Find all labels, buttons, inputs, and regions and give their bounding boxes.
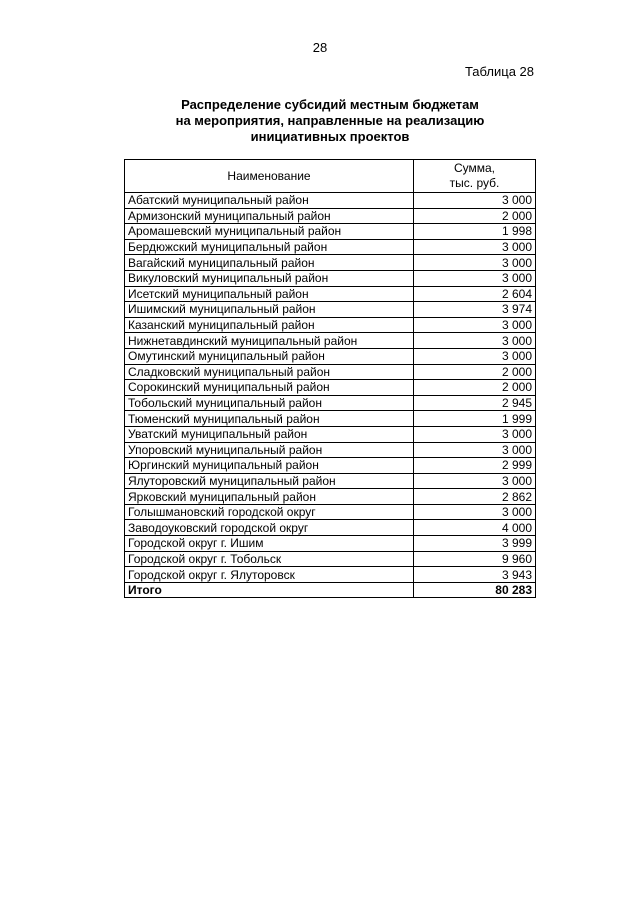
row-name: Викуловский муниципальный район (125, 270, 414, 286)
table-row (125, 551, 536, 567)
row-sum: 2 604 (414, 286, 536, 302)
total-row (125, 582, 536, 598)
row-sum: 3 000 (414, 473, 536, 489)
table-row (125, 286, 536, 302)
row-sum: 2 000 (414, 364, 536, 380)
row-sum: 3 000 (414, 442, 536, 458)
row-name: Абатский муниципальный район (125, 193, 414, 209)
row-name: Армизонский муниципальный район (125, 208, 414, 224)
row-name: Тобольский муниципальный район (125, 395, 414, 411)
row-name: Казанский муниципальный район (125, 317, 414, 333)
row-sum: 3 000 (414, 348, 536, 364)
row-name: Сорокинский муниципальный район (125, 380, 414, 396)
row-name: Юргинский муниципальный район (125, 458, 414, 474)
table-row (125, 473, 536, 489)
table-row (125, 426, 536, 442)
table-row (125, 302, 536, 318)
table-row (125, 395, 536, 411)
table-row (125, 193, 536, 209)
header-sum-line-1: Сумма, (453, 161, 496, 175)
table-row (125, 317, 536, 333)
table-row (125, 489, 536, 505)
row-sum: 3 000 (414, 239, 536, 255)
row-name: Омутинский муниципальный район (125, 348, 414, 364)
row-name: Исетский муниципальный район (125, 286, 414, 302)
row-name: Нижнетавдинский муниципальный район (125, 333, 414, 349)
row-sum: 2 999 (414, 458, 536, 474)
table-row (125, 270, 536, 286)
row-name: Тюменский муниципальный район (125, 411, 414, 427)
row-sum: 1 999 (414, 411, 536, 427)
table-row (125, 567, 536, 583)
table-row (125, 504, 536, 520)
row-name: Аромашевский муниципальный район (125, 224, 414, 240)
table-row (125, 348, 536, 364)
row-sum: 2 000 (414, 208, 536, 224)
subsidy-table (124, 159, 536, 598)
header-sum-line-2: тыс. руб. (449, 176, 500, 190)
row-name: Ярковский муниципальный район (125, 489, 414, 505)
row-sum: 3 999 (414, 536, 536, 552)
row-sum: 4 000 (414, 520, 536, 536)
row-name: Сладковский муниципальный район (125, 364, 414, 380)
row-name: Упоровский муниципальный район (125, 442, 414, 458)
table-header-row (125, 160, 536, 193)
table-row (125, 364, 536, 380)
table-row (125, 224, 536, 240)
row-name: Ялуторовский муниципальный район (125, 473, 414, 489)
document-title (0, 97, 640, 145)
table-row (125, 411, 536, 427)
table-row (125, 520, 536, 536)
row-sum: 3 000 (414, 333, 536, 349)
header-sum (414, 160, 536, 193)
row-name: Заводоуковский городской округ (125, 520, 414, 536)
table-row (125, 380, 536, 396)
row-sum: 3 974 (414, 302, 536, 318)
title-line-2: на мероприятия, направленные на реализацию (175, 113, 485, 128)
row-sum: 2 945 (414, 395, 536, 411)
row-name: Городской округ г. Ялуторовск (125, 567, 414, 583)
table-row (125, 536, 536, 552)
row-name: Ишимский муниципальный район (125, 302, 414, 318)
row-sum: 3 000 (414, 270, 536, 286)
row-sum: 3 000 (414, 255, 536, 271)
table-row (125, 255, 536, 271)
row-sum: 9 960 (414, 551, 536, 567)
total-sum: 80 283 (414, 582, 536, 598)
table-body (125, 193, 536, 598)
row-name: Вагайский муниципальный район (125, 255, 414, 271)
row-sum: 3 000 (414, 193, 536, 209)
row-sum: 3 000 (414, 317, 536, 333)
row-sum: 3 000 (414, 504, 536, 520)
row-name: Городской округ г. Ишим (125, 536, 414, 552)
page-number: 28 (312, 40, 328, 55)
title-line-3: инициативных проектов (250, 129, 410, 144)
row-sum: 2 000 (414, 380, 536, 396)
table-row (125, 458, 536, 474)
table-row (125, 333, 536, 349)
table-row (125, 208, 536, 224)
table-row (125, 442, 536, 458)
row-name: Голышмановский городской округ (125, 504, 414, 520)
total-label: Итого (125, 582, 414, 598)
header-name: Наименование (125, 160, 414, 193)
title-line-1: Распределение субсидий местным бюджетам (181, 97, 479, 112)
row-sum: 1 998 (414, 224, 536, 240)
row-name: Бердюжский муниципальный район (125, 239, 414, 255)
row-name: Городской округ г. Тобольск (125, 551, 414, 567)
row-sum: 3 000 (414, 426, 536, 442)
table-row (125, 239, 536, 255)
row-sum: 2 862 (414, 489, 536, 505)
row-sum: 3 943 (414, 567, 536, 583)
row-name: Уватский муниципальный район (125, 426, 414, 442)
table-label: Таблица 28 (464, 64, 534, 79)
